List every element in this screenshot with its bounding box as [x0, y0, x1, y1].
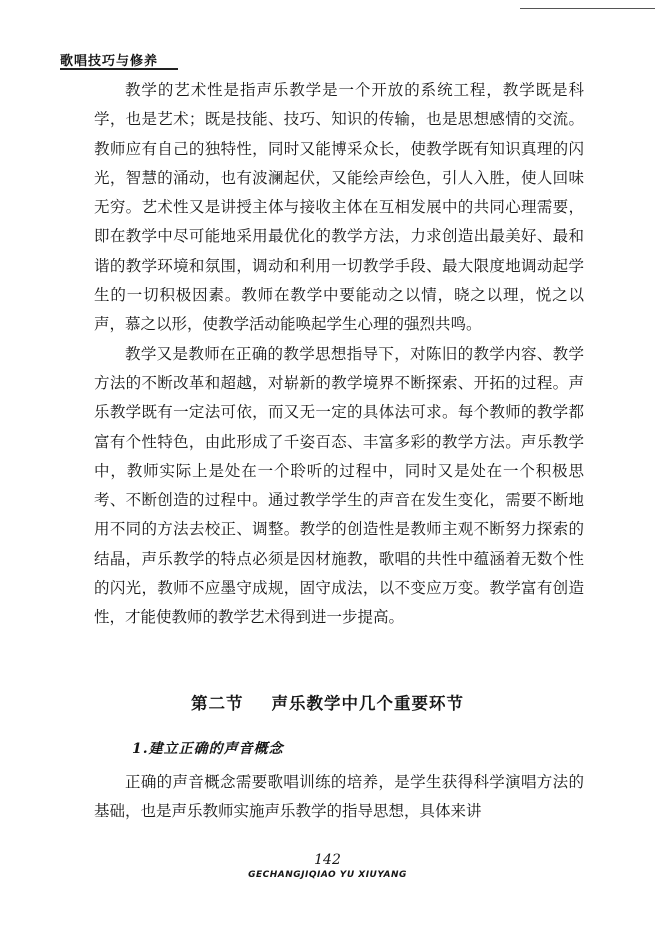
section-title: 声乐教学中几个重要环节	[271, 694, 464, 713]
footer-pinyin-title: GECHANGJIQIAO YU XIUYANG	[248, 870, 407, 880]
page-number: 142	[314, 852, 341, 868]
section-number: 第二节	[191, 694, 244, 713]
body-paragraph-2: 教学又是教师在正确的教学思想指导下，对陈旧的教学内容、教学方法的不断改革和超越，对崭新的教学境界不断探索、开拓的过程。声乐教学既有一定法可依，而又无一定的具体法可求。每个教师的教学都富有个性特色，由此形成了千姿百态、丰富多彩的教学方法。声乐教学中，教师实际上是处在一个聆听的过程中，同时又是处在一个积极思考、不断创造的过程中。通过教学学生的声音在发生变化，需要不断地用不同的方法去校正、调整。教学的创造性是教师主观不断努力探索的结晶，声乐教学的特点必须是因材施教，歌唱的共性中蕴涵着无数个性的闪光，教师不应墨守成规，固守成法，以不变应万变。教学富有创造性，才能使教师的教学艺术得到进一步提高。	[94, 344, 584, 627]
subsection-heading: 1.建立正确的声音概念	[132, 741, 284, 757]
subsection-paragraph: 正确的声音概念需要歌唱训练的培养，是学生获得科学演唱方法的基础，也是声乐教师实施声乐教学的指导思想，具体来讲	[94, 773, 584, 821]
running-header-title: 歌唱技巧与修养	[60, 54, 159, 69]
body-paragraph-1: 教学的艺术性是指声乐教学是一个开放的系统工程，教学既是科学，也是艺术；既是技能、技巧、知识的传输，也是思想感情的交流。教师应有自己的独特性，同时又能博采众长，使教学既有知识真理的闪光，智慧的涌动，也有波澜起伏，又能绘声绘色，引人入胜，使人回味无穷。艺术性又是讲授主体与接收主体在互相发展中的共同心理需要，即在教学中尽可能地采用最优化的教学方法，力求创造出最美好、最和谐的教学环境和氛围，调动和利用一切教学手段、最大限度地调动起学生的一切积极因素。教师在教学中要能动之以情，晓之以理，悦之以声，慕之以形，使教学活动能唤起学生心理的强烈共鸣。	[94, 81, 584, 334]
subsection-body	[94, 768, 584, 827]
scan-edge-line	[520, 8, 655, 9]
main-body	[94, 76, 584, 633]
header-rule	[60, 68, 178, 70]
section-heading	[0, 690, 655, 714]
